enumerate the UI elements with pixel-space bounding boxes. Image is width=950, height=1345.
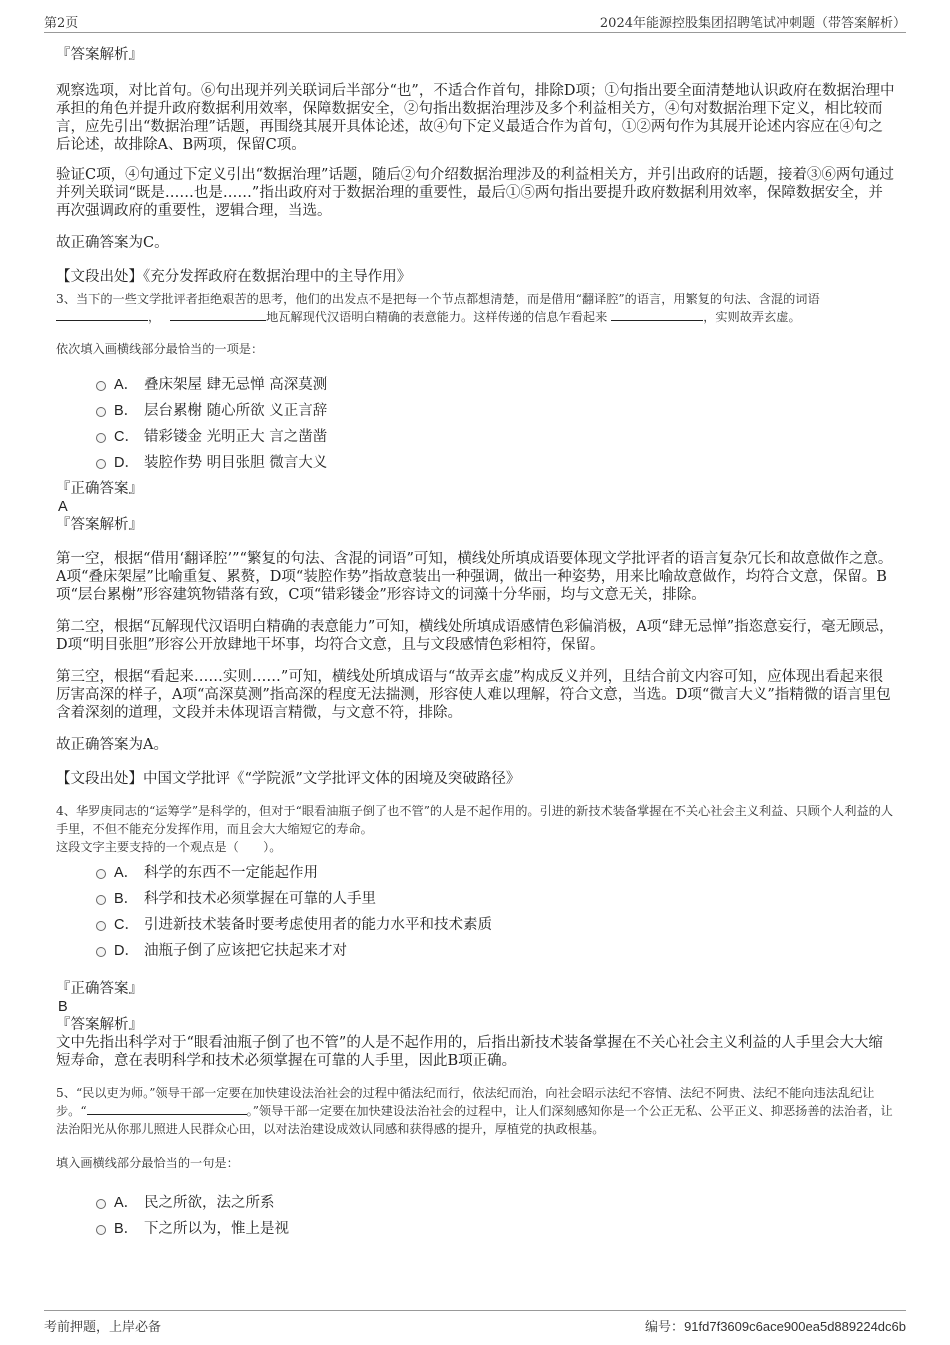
option-text: 装腔作势 明目张胆 微言大义 bbox=[144, 455, 328, 471]
radio-button[interactable] bbox=[96, 1225, 106, 1235]
question-text: 。”领导干部一定要在加快建设法治社会的过程中，让人们深刻感知你是一个公正无私、公平正义、抑恶扬善的法治者，让法治阳光从你那儿照进人民群众心田，以对法治建设成效认同感和获得感的提升，厚植党的执政根基。 bbox=[56, 1104, 893, 1136]
fill-blank bbox=[87, 1102, 247, 1115]
question-text: 3、当下的一些文学批评者拒绝艰苦的思考，他们的出发点不是把每一个节点都想清楚，而是借用“翻译腔”的语言，用繁复的句法、含混的词语 bbox=[56, 292, 820, 306]
question-prompt: 这段文字主要支持的一个观点是（ ）。 bbox=[56, 840, 282, 854]
option-d[interactable]: D． 油瓶子倒了应该把它扶起来才对 bbox=[96, 938, 896, 964]
option-list bbox=[96, 860, 896, 964]
correct-answer-label: 『正确答案』 bbox=[56, 481, 143, 497]
page-number: 第2页 bbox=[44, 16, 79, 31]
question-text: ，实则故弄玄虚。 bbox=[703, 310, 801, 324]
radio-button[interactable] bbox=[96, 407, 106, 417]
question-text: 地瓦解现代汉语明白精确的表意能力。这样传递的信息乍看起来 bbox=[266, 310, 608, 324]
question-prompt: 填入画横线部分最恰当的一句是： bbox=[56, 1156, 239, 1170]
document-title: 2024年能源控股集团招聘笔试冲刺题（带答案解析） bbox=[599, 16, 906, 31]
question-stem: 4、华罗庚同志的“运筹学”是科学的，但对于“眼看油瓶子倒了也不管”的人是不起作用的。引进的新技术装备掌握在不关心社会主义利益、只顾个人利益的人手里，不但不能充分发挥作用，而且会大大缩短它的寿命。 bbox=[56, 804, 894, 836]
analysis-paragraph: 文中先指出科学对于“眼看油瓶子倒了也不管”的人是不起作用的，后指出新技术装备掌握在不关心社会主义利益的人手里会大大缩短寿命，意在表明科学和技术必须掌握在可靠的人手里，因此B项正确。 bbox=[56, 1035, 883, 1069]
option-d[interactable]: D． 装腔作势 明目张胆 微言大义 bbox=[96, 450, 896, 476]
option-b[interactable]: B． 下之所以为，惟上是视 bbox=[96, 1216, 896, 1242]
analysis-label: 『答案解析』 bbox=[56, 1017, 143, 1033]
radio-button[interactable] bbox=[96, 459, 106, 469]
analysis-paragraph: 观察选项，对比首句。⑥句出现并列关联词后半部分“也”，不适合作首句，排除D项；①句指出要全面清楚地认识政府在数据治理中承担的角色并提升政府数据利用效率，保障数据安全，②句指出数据治理涉及多个利益相关方，④句对数据治理下定义，相比较而言，应先引出“数据治理”话题，再围绕其展开具体论述，故④句下定义最适合作为首句，①②两句作为其展开论述内容应在④句之后论述，故排除A、B两项，保留C项。 bbox=[56, 83, 895, 153]
option-text: 层台累榭 随心所欲 义正言辞 bbox=[144, 403, 328, 419]
option-text: 引进新技术装备时要考虑使用者的能力水平和技术素质 bbox=[144, 917, 492, 933]
option-text: 科学的东西不一定能起作用 bbox=[144, 865, 318, 881]
option-text: 叠床架屋 肆无忌惮 高深莫测 bbox=[144, 377, 328, 393]
analysis-paragraph: 第二空，根据“瓦解现代汉语明白精确的表意能力”可知，横线处所填成语感情色彩偏消极，A项“肆无忌惮”指恣意妄行，毫无顾忌，D项“明目张胆”形容公开放肆地干坏事，均符合文意，且与文段感情色彩相符，保留。 bbox=[56, 619, 894, 653]
option-c[interactable]: C． 错彩镂金 光明正大 言之凿凿 bbox=[96, 424, 896, 450]
question-prompt: 依次填入画横线部分最恰当的一项是： bbox=[56, 342, 264, 356]
source-citation: 【文段出处】中国文学批评《“学院派”文学批评文体的困境及突破路径》 bbox=[56, 771, 521, 787]
radio-button[interactable] bbox=[96, 947, 106, 957]
correct-answer: A bbox=[58, 499, 68, 515]
option-text: 油瓶子倒了应该把它扶起来才对 bbox=[144, 943, 347, 959]
document-code bbox=[645, 1316, 906, 1335]
correct-answer: B bbox=[58, 999, 68, 1015]
question-stem: 3、当下的一些文学批评者拒绝艰苦的思考，他们的出发点不是把每一个节点都想清楚，而是借用“翻译腔”的语言，用繁复的句法、含混的词语 ， 地瓦解现代汉语明白精确的表意能力。这样传递的信息乍看起来 ，实则故弄玄虚。 bbox=[56, 292, 820, 324]
analysis-label: 『答案解析』 bbox=[56, 47, 143, 63]
fill-blank bbox=[56, 308, 148, 321]
radio-button[interactable] bbox=[96, 1199, 106, 1209]
option-text: 民之所欲，法之所系 bbox=[144, 1195, 275, 1211]
source-citation: 【文段出处】《充分发挥政府在数据治理中的主导作用》 bbox=[56, 269, 412, 285]
code-label: 编号： bbox=[645, 1320, 685, 1335]
answer-statement: 故正确答案为A。 bbox=[56, 737, 168, 753]
fill-blank bbox=[611, 308, 703, 321]
analysis-label: 『答案解析』 bbox=[56, 517, 143, 533]
radio-button[interactable] bbox=[96, 895, 106, 905]
code-value: 91fd7f3609c6ace900ea5d889224dc6b bbox=[684, 1319, 906, 1334]
radio-button[interactable] bbox=[96, 381, 106, 391]
fill-blank bbox=[170, 308, 266, 321]
document-content bbox=[56, 44, 896, 1242]
option-text: 下之所以为，惟上是视 bbox=[144, 1221, 289, 1237]
option-text: 科学和技术必须掌握在可靠的人手里 bbox=[144, 891, 376, 907]
answer-statement: 故正确答案为C。 bbox=[56, 235, 169, 251]
option-b[interactable]: B． 科学和技术必须掌握在可靠的人手里 bbox=[96, 886, 896, 912]
option-text: 错彩镂金 光明正大 言之凿凿 bbox=[144, 429, 328, 445]
page-header bbox=[44, 10, 906, 33]
question-text: 5、“民以吏为师。”领导干部一定要在加快建设法治社会的过程中循法纪而行，依法纪而治，向社会昭示法纪不容情、法纪不阿贵、法纪不能向违法乱纪让步。“ bbox=[56, 1086, 875, 1118]
analysis-paragraph: 第一空，根据“借用‘翻译腔’”“繁复的句法、含混的词语”可知，横线处所填成语要体现文学批评者的语言复杂冗长和故意做作之意。A项“叠床架屋”比喻重复、累赘，D项“装腔作势”指故意装出一种强调，做出一种姿势，用来比喻故意做作，均符合文意，保留。B项“层台累榭”形容建筑物错落有致，C项“错彩镂金”形容诗文的词藻十分华丽，均与文意无关，排除。 bbox=[56, 551, 893, 603]
radio-button[interactable] bbox=[96, 433, 106, 443]
option-list bbox=[96, 1190, 896, 1242]
analysis-paragraph: 第三空，根据“看起来……实则……”可知，横线处所填成语与“故弄玄虚”构成反义并列，且结合前文内容可知，应体现出看起来很厉害高深的样子，A项“高深莫测”指高深的程度无法揣测，形容使人难以理解，符合文意，当选。D项“微言大义”指精微的语言里包含着深刻的道理，文段并未体现语言精微，与文意不符，排除。 bbox=[56, 669, 891, 721]
correct-answer-label: 『正确答案』 bbox=[56, 981, 143, 997]
option-c[interactable]: C． 引进新技术装备时要考虑使用者的能力水平和技术素质 bbox=[96, 912, 896, 938]
option-b[interactable]: B． 层台累榭 随心所欲 义正言辞 bbox=[96, 398, 896, 424]
option-a[interactable]: A． 科学的东西不一定能起作用 bbox=[96, 860, 896, 886]
option-a[interactable]: A． 叠床架屋 肆无忌惮 高深莫测 bbox=[96, 372, 896, 398]
option-a[interactable]: A． 民之所欲，法之所系 bbox=[96, 1190, 896, 1216]
page-footer bbox=[44, 1310, 906, 1339]
analysis-paragraph: 验证C项，④句通过下定义引出“数据治理”话题，随后②句介绍数据治理涉及的利益相关方，并引出政府的话题，接着③⑥两句通过并列关联词“既是……也是……”指出政府对于数据治理的重要性，最后①⑤两句指出要提升政府数据利用效率，保障数据安全，并再次强调政府的重要性，逻辑合理，当选。 bbox=[56, 167, 894, 219]
footer-slogan: 考前押题，上岸必备 bbox=[44, 1320, 162, 1335]
radio-button[interactable] bbox=[96, 869, 106, 879]
option-list bbox=[96, 372, 896, 476]
radio-button[interactable] bbox=[96, 921, 106, 931]
question-stem bbox=[56, 1084, 896, 1138]
